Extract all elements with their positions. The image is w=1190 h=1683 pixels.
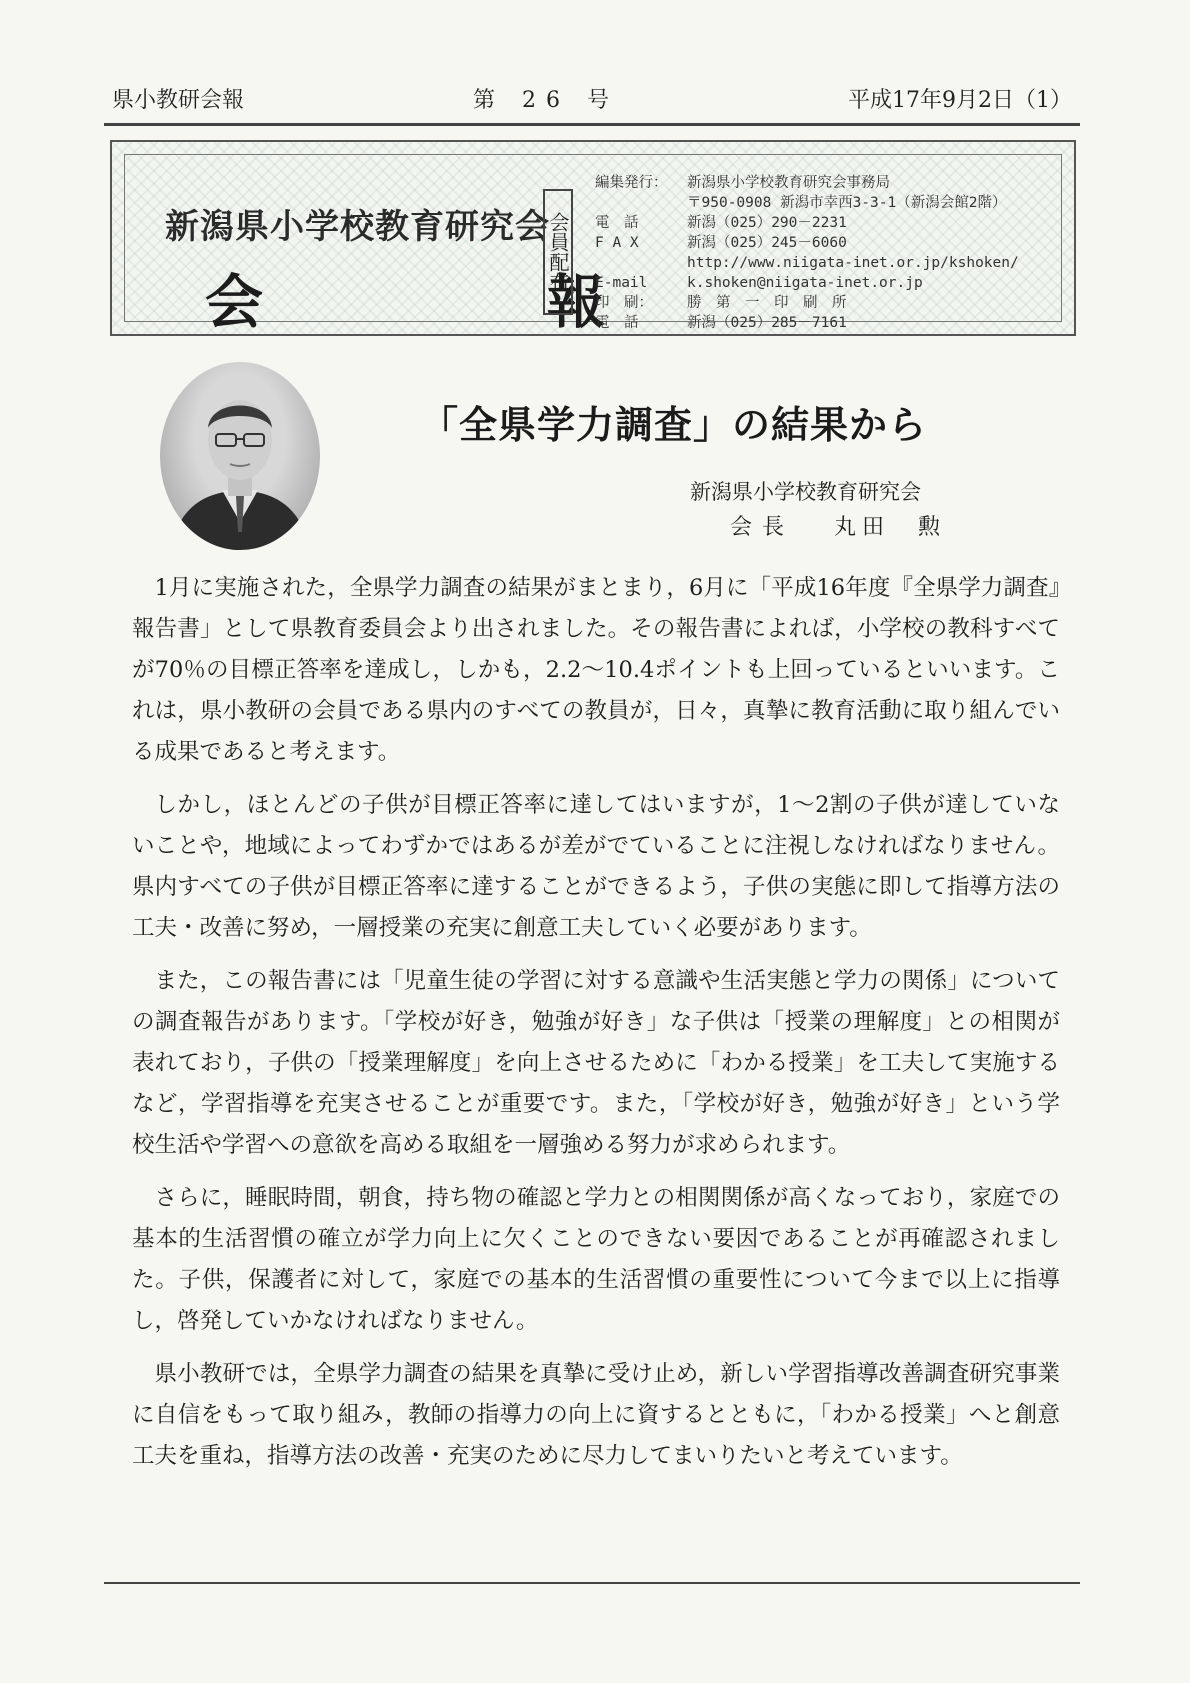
footer-rule: [104, 1582, 1080, 1584]
printer-label: 印 刷：: [595, 295, 653, 311]
fax: 新潟（025）245－6060: [687, 235, 847, 251]
portrait-icon: [160, 362, 320, 550]
publisher: 新潟県小学校教育研究会事務局: [687, 175, 890, 191]
paragraph: また，この報告書には「児童生徒の学習に対する意識や生活実態と学力の関係」についての調査報告があります。「学校が好き，勉強が好き」な子供は「授業の理解度」との相関が表れており，子供の「授業理解度」を向上させるために「わかる授業」を工夫して実施するなど，学習指導を充実させることが重要です。また，「学校が好き，勉強が好き」という学校生活や学習への意欲を高める取組を一層強める努力が求められます。: [132, 968, 1060, 1158]
paragraph: 1月に実施された，全県学力調査の結果がまとまり，6月に「平成16年度『全県学力調査』報告書」として県教育委員会より出されました。その報告書によれば，小学校の教科すべてが70％の目標正答率を達成し，しかも，2.2～10.4ポイントも上回っているといいます。これは，県小教研の会員である県内のすべての教員が，日々，真摯に教育活動に取り組んでいる成果であると考えます。: [132, 575, 1060, 765]
paragraph: しかし，ほとんどの子供が目標正答率に達してはいますが，1～2割の子供が達していないことや，地域によってわずかではあるが差がでていることに注視しなければなりません。県内すべての子供が目標正答率に達することができるよう，子供の実態に即して指導方法の工夫・改善に努め，一層授業の充実に創意工夫していく必要があります。: [132, 792, 1060, 941]
tel-label: 電 話: [595, 215, 639, 231]
publisher-info: [595, 173, 1019, 333]
postal-address: 〒950-0908 新潟市幸西3-3-1（新潟会館2階）: [687, 195, 1007, 211]
masthead-org-name: 新潟県小学校教育研究会: [165, 207, 550, 247]
header-rule: [104, 123, 1080, 126]
printer-tel-label: 電 話: [595, 315, 639, 331]
fax-label: F A X: [595, 235, 639, 251]
publication-name: 県小教研会報: [112, 87, 245, 113]
publisher-label: 編集発行：: [595, 175, 668, 191]
page-header: [112, 80, 1072, 116]
masthead-inner-frame: [124, 154, 1062, 336]
paragraph: 県小教研では，全県学力調査の結果を真摯に受け止め，新しい学習指導改善調査研究事業に自信をもって取り組み，教師の指導力の向上に資するとともに，「わかる授業」へと創意工夫を重ね，指導方法の改善・充実のために尽力してまいりたいと考えています。: [132, 1361, 1060, 1469]
issue-number: 第 26 号: [473, 87, 619, 113]
printer-tel: 新潟（025）285－7161: [687, 315, 847, 331]
author-role: 会長: [730, 515, 795, 540]
paragraph: さらに，睡眠時間，朝食，持ち物の確認と学力との相関関係が高くなっており，家庭での基本的生活習慣の確立が学力向上に欠くことのできない要因であることが再確認されました。子供，保護者に対して，家庭での基本的生活習慣の重要性について今まで以上に指導し，啓発していかなければなりません。: [132, 1185, 1060, 1334]
article-title: 「全県学力調査」の結果から: [420, 402, 928, 447]
tel: 新潟（025）290－2231: [687, 215, 847, 231]
email: k.shoken@niigata-inet.or.jp: [687, 275, 923, 291]
website-url: http://www.niigata-inet.or.jp/kshoken/: [687, 255, 1019, 271]
author-name: 丸田 勲: [834, 515, 947, 540]
author-byline: [730, 510, 946, 541]
author-photo: [160, 362, 320, 550]
article-body: [132, 568, 1060, 1489]
issue-date: 平成17年9月2日（1）: [848, 87, 1072, 113]
paper-name-right: 報: [546, 268, 605, 336]
member-distribution-stamp: 会員配布: [543, 189, 573, 315]
paper-name-left: 会: [205, 268, 264, 336]
printer: 勝 第 一 印 刷 所: [687, 295, 847, 311]
masthead: [110, 140, 1076, 336]
email-label: E-mail: [595, 275, 648, 291]
author-organization: 新潟県小学校教育研究会: [690, 480, 921, 504]
